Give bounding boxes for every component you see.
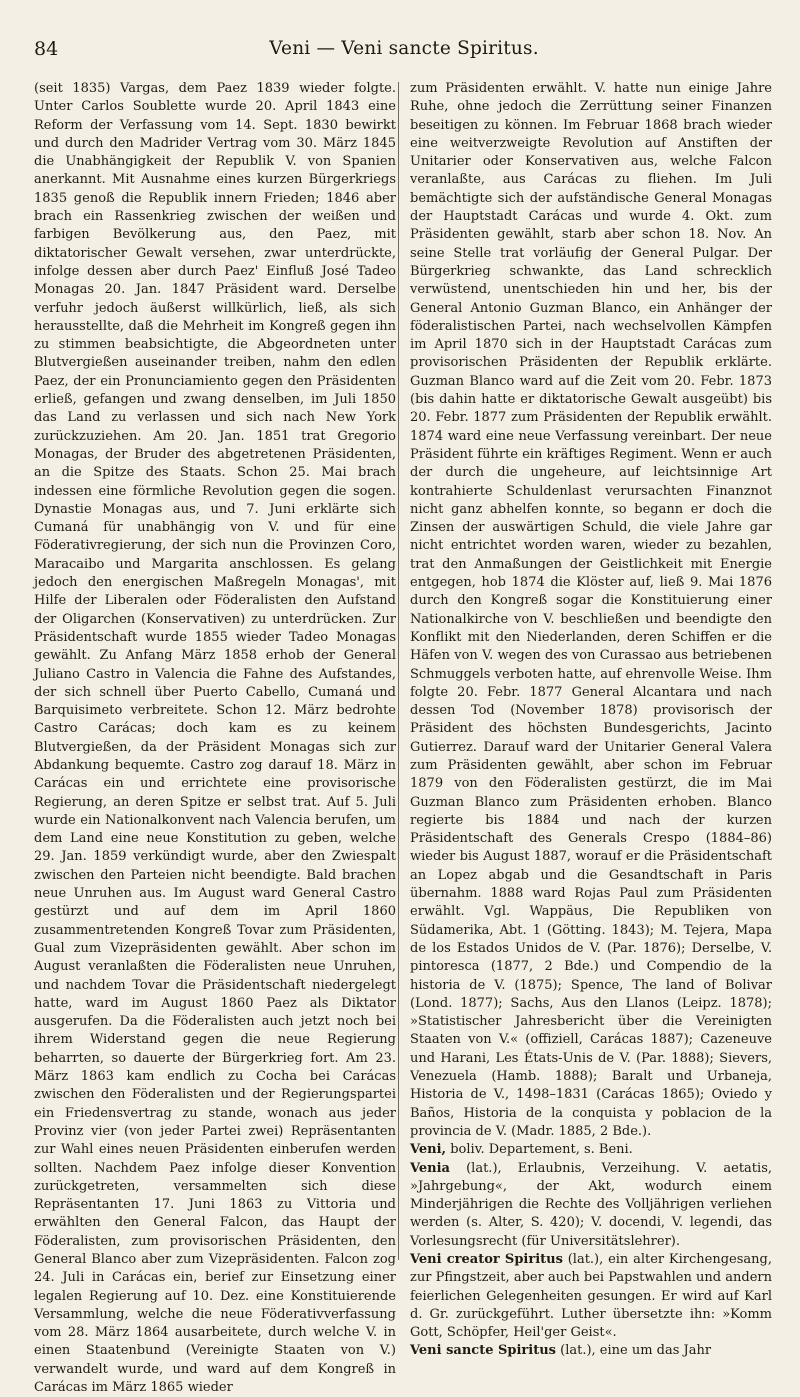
headword: Veni creator Spiritus [410,1252,563,1267]
page-number: 84 [34,38,59,60]
entry-text: (lat.), ein alter Kirchengesang, zur Pfingstzeit, aber auch bei Papstwahlen und andern feierlichen Gelegenheiten gesungen. Er wird auf Karl d. Gr. zurückgeführt. Luther übersetzte ihn: »Komm Gott, Schöpfer, Heil'ger Geist«. [410,1252,772,1341]
entry-veni [410,1141,772,1159]
entry-venia [410,1160,772,1251]
entry-text: (lat.), Erlaubnis, Verzeihung. V. aetatis, »Jahrgebung«, der Akt, wodurch einem Minderjährigen die Rechte des Volljährigen verliehen werden (s. Alter, S. 420); V. docendi, V. legendi, das Vorlesungsrecht (für Universitätslehrer). [410,1160,772,1249]
entry-veni-sancte [410,1342,772,1360]
headword: Venia [410,1160,450,1176]
entry-text: boliv. Departement, s. Beni. [446,1142,633,1158]
right-column [410,80,772,1361]
headword: Veni, [410,1142,447,1158]
entry-text: (lat.), eine um das Jahr [555,1343,712,1359]
entry-veni-creator [410,1251,772,1342]
left-column [34,80,396,1397]
column-divider [398,82,399,1260]
page-header [34,38,774,68]
running-title: Veni — Veni sancte Spiritus. [269,38,539,59]
left-column-text: (seit 1835) Vargas, dem Paez 1839 wieder folgte. Unter Carlos Soublette wurde 20. April 1843 eine Reform der Verfassung vom 14. Sept. 1830 bewirkt und durch den Madrider Vertrag vom 30. März 1845 die Unabhängigkeit der Republik V. von Spanien anerkannt. Mit Ausnahme eines kurzen Bürgerkriegs 1835 genoß die Republik innern Frieden; 1846 aber brach ein Rassenkrieg zwischen der weißen und farbigen Bevölkerung aus, den Paez, mit diktatorischer Gewalt versehen, zwar unterdrückte, infolge dessen aber durch Paez' Einfluß José Tadeo Monagas 20. Jan. 1847 Präsident ward. Derselbe verfuhr jedoch äußerst willkürlich, ließ, als sich herausstellte, daß die Mehrheit im Kongreß gegen ihn zu stimmen beabsichtigte, die Abgeordneten unter Blutvergießen auseinander treiben, nahm den edlen Paez, der ein Pronunciamiento gegen den Präsidenten erließ, gefangen und zwang denselben, im Juli 1850 das Land zu verlassen und sich nach New York zurückzuziehen. Am 20. Jan. 1851 trat Gregorio Monagas, der Bruder des abgetretenen Präsidenten, an die Spitze des Staats. Schon 25. Mai brach indessen eine förmliche Revolution gegen die sogen. Dynastie Monagas aus, und 7. Juni erklärte sich Cumaná für unabhängig von V. und für eine Föderativregierung, der sich nun die Provinzen Coro, Maracaibo und Margarita anschlossen. Es gelang jedoch den energischen Maßregeln Monagas', mit Hilfe der Liberalen oder Föderalisten den Aufstand der Oligarchen (Konservativen) zu unterdrücken. Zur Präsidentschaft wurde 1855 wieder Tadeo Monagas gewählt. Zu Anfang März 1858 erhob der General Juliano Castro in Valencia die Fahne des Aufstandes, der sich schnell über Puerto Cabello, Cumaná und Barquisimeto verbreitete. Schon 12. März bedrohte Castro Carácas; doch kam es zu keinem Blutvergießen, da der Präsident Monagas sich zur Abdankung bequemte. Castro zog darauf 18. März in Carácas ein und errichtete eine provisorische Regierung, an deren Spitze er selbst trat. Auf 5. Juli wurde ein Nationalkonvent nach Valencia berufen, um dem Land eine neue Konstitution zu geben, welche 29. Jan. 1859 verkündigt wurde, aber den Zwiespalt zwischen den Parteien nicht beendigte. Bald brachen neue Unruhen aus. Im August ward General Castro gestürzt und auf dem im April 1860 zusammentretenden Kongreß Tovar zum Präsidenten, Gual zum Vizepräsidenten gewählt. Aber schon im August veranlaßten die Föderalisten neue Unruhen, und nachdem Tovar die Präsidentschaft niedergelegt hatte, ward im August 1860 Paez als Diktator ausgerufen. Da die Föderalisten auch jetzt noch bei ihrem Widerstand gegen die neue Regierung beharrten, so dauerte der Bürgerkrieg fort. Am 23. März 1863 kam endlich zu Cocha bei Carácas zwischen den Föderalisten und der Regierungspartei ein Friedensvertrag zu stande, wonach aus jeder Provinz vier (von jeder Partei zwei) Repräsentanten zur Wahl eines neuen Präsidenten einberufen werden sollten. Nachdem Paez infolge dieser Konvention zurückgetreten, versammelten sich diese Repräsentanten 17. Juni 1863 zu Vittoria und erwählten den General Falcon, das Haupt der Föderalisten, zum provisorischen Präsidenten, den General Blanco aber zum Vizepräsidenten. Falcon zog 24. Juli in Carácas ein, berief zur Einsetzung einer legalen Regierung auf 10. Dez. eine Konstituierende Versammlung, welche die neue Föderativverfassung vom 28. März 1864 ausarbeitete, durch welche V. in einen Staatenbund (Vereinigte Staaten von V.) verwandelt wurde, und ward auf dem Kongreß in Carácas im März 1865 wieder [34,81,396,1396]
right-column-main-text: zum Präsidenten erwählt. V. hatte nun einige Jahre Ruhe, ohne jedoch die Zerrüttung seiner Finanzen beseitigen zu können. Im Februar 1868 brach wieder eine weitverzweigte Revolution auf Anstiften der Unitarier oder Konservativen aus, welche Falcon veranlaßte, aus Carácas zu fliehen. Im Juli bemächtigte sich der aufständische General Monagas der Hauptstadt Carácas und wurde 4. Okt. zum Präsidenten gewählt, starb aber schon 18. Nov. An seine Stelle trat vorläufig der General Pulgar. Der Bürgerkrieg schwankte, das Land schrecklich verwüstend, unentschieden hin und her, bis der General Antonio Guzman Blanco, ein Anhänger der föderalistischen Partei, nach wechselvollen Kämpfen im April 1870 sich in der Hauptstadt Carácas zum provisorischen Präsidenten der Republik erklärte. Guzman Blanco ward auf die Zeit vom 20. Febr. 1873 (bis dahin hatte er diktatorische Gewalt ausgeübt) bis 20. Febr. 1877 zum Präsidenten der Republik erwählt. 1874 ward eine neue Verfassung vereinbart. Der neue Präsident führte ein kräftiges Regiment. Wenn er auch der durch die ungeheure, auf leichtsinnige Art kontrahierte Schuldenlast verursachten Finanznot nicht ganz abhelfen konnte, so begann er doch die Zinsen der auswärtigen Schuld, die viele Jahre gar nicht entrichtet worden waren, wieder zu bezahlen, trat den Anmaßungen der Geistlichkeit mit Energie entgegen, hob 1874 die Klöster auf, ließ 9. Mai 1876 durch den Kongreß sogar die Konstituierung einer Nationalkirche von V. beschließen und beendigte den Konflikt mit den Niederlanden, deren Schiffen er die Häfen von V. wegen des von Curassao aus betriebenen Schmuggels verboten hatte, auf ehrenvolle Weise. Ihm folgte 20. Febr. 1877 General Alcantara und nach dessen Tod (November 1878) provisorisch der Präsident des höchsten Bundesgerichts, Jacinto Gutierrez. Darauf ward der Unitarier General Valera zum Präsidenten gewählt, aber schon im Februar 1879 von den Föderalisten gestürzt, die im Mai Guzman Blanco zum Präsidenten erhoben. Blanco regierte bis 1884 und nach der kurzen Präsidentschaft des Generals Crespo (1884–86) wieder bis August 1887, worauf er die Präsidentschaft an Lopez abgab und die Gesandtschaft in Paris übernahm. 1888 ward Rojas Paul zum Präsidenten erwählt. Vgl. Wappäus, Die Republiken von Südamerika, Abt. 1 (Götting. 1843); M. Tejera, Mapa de los Estados Unidos de V. (Par. 1876); Derselbe, V. pintoresca (1877, 2 Bde.) und Compendio de la historia de V. (1875); Spence, The land of Bolivar (Lond. 1877); Sachs, Aus den Llanos (Leipz. 1878); »Statistischer Jahresbericht über die Vereinigten Staaten von V.« (offiziell, Carácas 1887); Cazeneuve und Harani, Les États-Unis de V. (Par. 1888); Sievers, Venezuela (Hamb. 1888); Baralt und Urbaneja, Historia de V., 1498–1831 (Carácas 1865); Oviedo y Baños, Historia de la conquista y poblacion de la provincia de V. (Madr. 1885, 2 Bde.). [410,81,772,1139]
headword: Veni sancte Spiritus [410,1343,556,1359]
